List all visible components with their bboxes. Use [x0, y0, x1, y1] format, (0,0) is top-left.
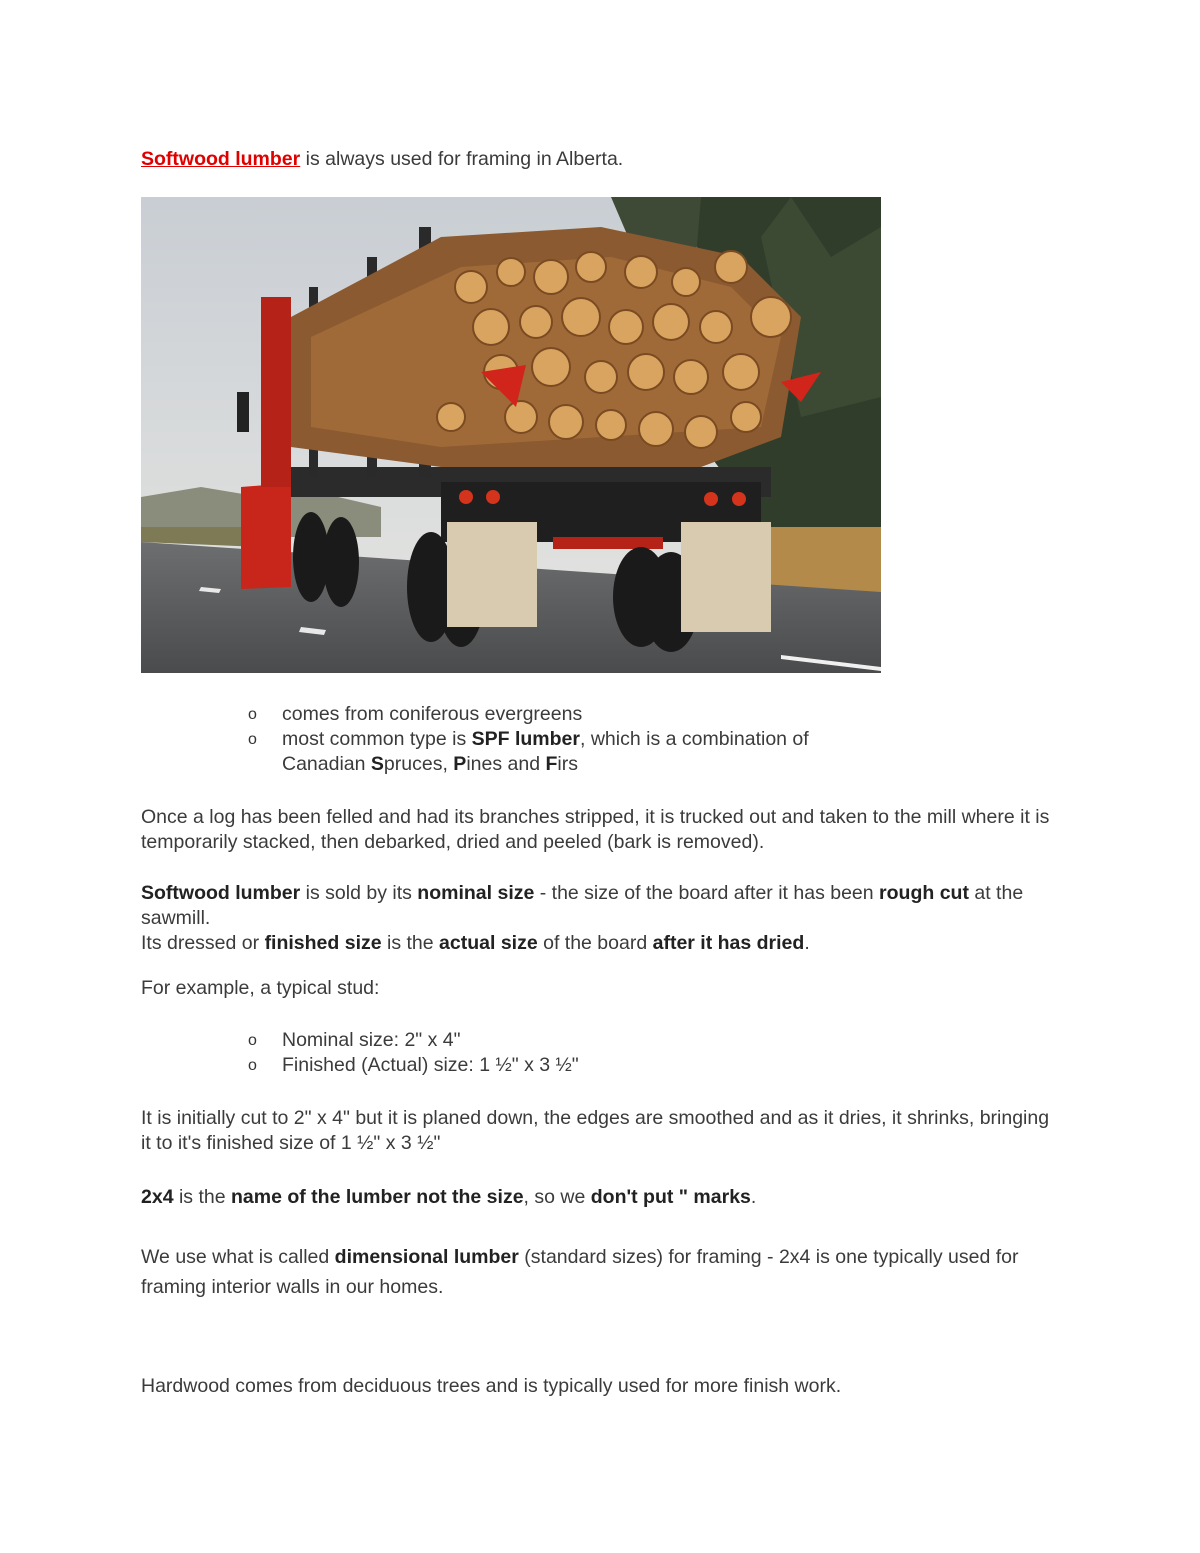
bullet-text: irs	[557, 753, 578, 775]
text-run: is the	[381, 932, 440, 954]
name-not-size-paragraph	[141, 1185, 1061, 1210]
list-item	[248, 702, 888, 727]
dimensional-lumber-paragraph	[141, 1242, 1061, 1302]
text-run: (standard sizes) for framing - 2x4 is one typically used for framing interior walls in our homes.	[141, 1246, 1019, 1298]
bullet-text: Canadian	[282, 753, 371, 775]
text-run: - the size of the board after it has been	[534, 882, 880, 904]
actual-size-term: actual size	[439, 932, 538, 954]
bullet-text: ines and	[466, 753, 546, 775]
text-run: is sold by its	[300, 882, 418, 904]
log-process-paragraph: Once a log has been felled and had its branches stripped, it is trucked out and taken to the mill where it is temporarily stacked, then debarked, dried and peeled (bark is removed).	[141, 806, 1050, 853]
intro-paragraph	[141, 147, 1061, 172]
bullet-text: pruces,	[383, 753, 454, 775]
text-run: We use what is called	[141, 1246, 335, 1268]
hardwood-paragraph: Hardwood comes from deciduous trees and is typically used for more finish work.	[141, 1375, 842, 1397]
text-run: Its dressed or	[141, 932, 265, 954]
bullet-text: Nominal size: 2" x 4"	[282, 1029, 461, 1051]
spf-lumber-term: SPF lumber	[471, 728, 580, 750]
softwood-bullet-list	[248, 702, 888, 777]
bullet-text: Finished (Actual) size: 1 ½" x 3 ½"	[282, 1054, 579, 1076]
text-run: at the sawmill.	[141, 882, 1024, 929]
no-marks-term: don't put " marks	[590, 1186, 751, 1208]
bullet-text: most common type is	[282, 728, 472, 750]
after-dried-term: after it has dried	[652, 932, 805, 954]
stud-size-list	[248, 1028, 888, 1078]
2x4-term: 2x4	[141, 1186, 174, 1208]
fir-initial: F	[545, 753, 558, 775]
text-run: .	[804, 932, 810, 954]
shrinkage-paragraph: It is initially cut to 2" x 4" but it is planed down, the edges are smoothed and as it dries, it shrinks, bringing it to it's finished size of 1 ½" x 3 ½"	[141, 1107, 1050, 1154]
logging-truck-photo	[141, 197, 881, 673]
bullet-marker: o	[248, 731, 257, 748]
bullet-marker: o	[248, 1057, 257, 1074]
bullet-text: comes from coniferous evergreens	[282, 703, 583, 725]
softwood-lumber-link[interactable]: Softwood lumber	[141, 148, 301, 170]
bullet-marker: o	[248, 706, 257, 723]
example-paragraph: For example, a typical stud:	[141, 977, 380, 999]
dimensional-lumber-term: dimensional lumber	[334, 1246, 519, 1268]
text-run: of the board	[537, 932, 653, 954]
intro-text: is always used for framing in Alberta.	[300, 148, 624, 170]
spruce-initial: S	[370, 753, 384, 775]
pine-initial: P	[453, 753, 467, 775]
bullet-marker: o	[248, 1032, 257, 1049]
list-item	[248, 727, 888, 777]
text-run: , so we	[523, 1186, 591, 1208]
finished-size-term: finished size	[264, 932, 382, 954]
rough-cut-term: rough cut	[879, 882, 969, 904]
bullet-text: , which is a combination of	[580, 728, 809, 750]
name-not-size-term: name of the lumber not the size	[231, 1186, 524, 1208]
text-run: is the	[173, 1186, 231, 1208]
nominal-size-paragraph	[141, 881, 1061, 956]
softwood-lumber-term: Softwood lumber	[141, 882, 301, 904]
nominal-size-term: nominal size	[417, 882, 535, 904]
text-run: .	[750, 1186, 757, 1208]
list-item	[248, 1028, 888, 1053]
list-item	[248, 1053, 888, 1078]
